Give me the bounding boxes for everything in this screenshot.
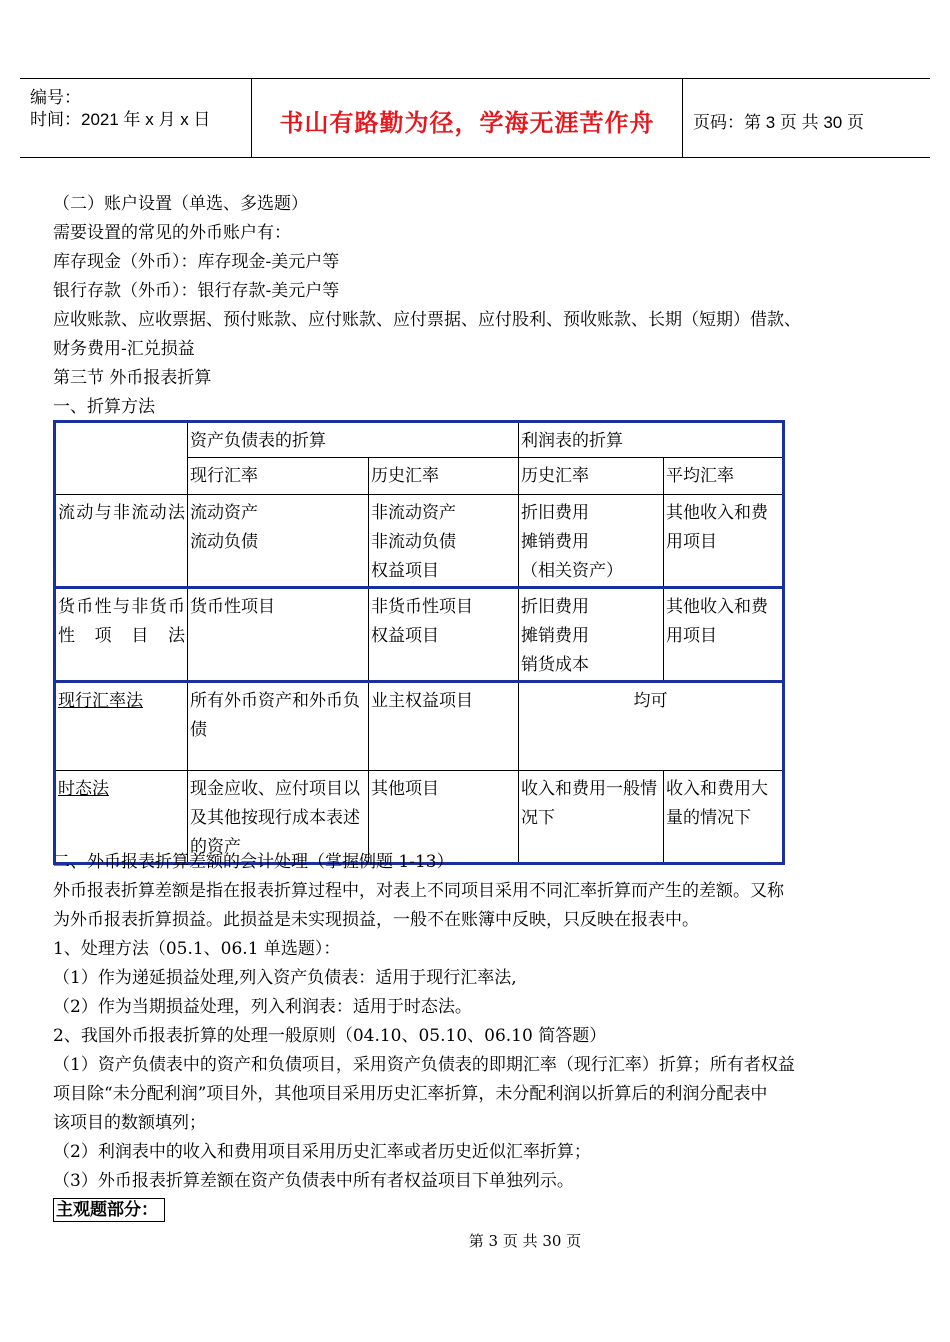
sub-header: 现行汇率 [188, 458, 369, 495]
subjective-label: 主观题部分： [53, 1198, 165, 1222]
table-row [55, 588, 784, 682]
number-label: 编号： [30, 88, 81, 107]
text-line: （1）资产负债表中的资产和负债项目，采用资产负债表的即期汇率（现行汇率）折算；所有者权益 [53, 1055, 795, 1075]
text-line: （2）利润表中的收入和费用项目采用历史汇率或者历史近似汇率折算； [53, 1142, 591, 1162]
text-line: （2）作为当期损益处理，列入利润表：适用于时态法。 [53, 997, 472, 1017]
table-cell: 均可 [519, 682, 784, 771]
text-line: 库存现金（外币）：库存现金-美元户等 [53, 252, 340, 272]
section-heading: 二、外币报表折算差额的会计处理（掌握例题 1-13） [53, 852, 454, 872]
table-row [55, 682, 784, 771]
table-cell: 非货币性项目 权益项目 [369, 588, 519, 682]
subsection-heading: 一、折算方法 [53, 397, 155, 417]
group-header-balance: 资产负债表的折算 [188, 422, 519, 458]
method-name: 时态法 [55, 771, 188, 864]
sub-header: 平均汇率 [664, 458, 784, 495]
text-line: 为外币报表折算损益。此损益是未实现损益，一般不在账簿中反映，只反映在报表中。 [53, 910, 699, 930]
table-row [55, 422, 784, 458]
table-cell: 折旧费用 摊销费用 销货成本 [519, 588, 664, 682]
sub-header: 历史汇率 [369, 458, 519, 495]
table-cell: 其他收入和费用项目 [664, 588, 784, 682]
motto: 书山有路勤为径，学海无涯苦作舟 [279, 108, 655, 137]
text-line: 财务费用-汇兑损益 [53, 339, 195, 359]
text-line: （1）作为递延损益处理,列入资产负债表：适用于现行汇率法, [53, 968, 517, 988]
table-cell: 其他收入和费用项目 [664, 495, 784, 588]
text-line: 外币报表折算差额是指在报表折算过程中，对表上不同项目采用不同汇率折算而产生的差额。又称 [53, 881, 784, 901]
table-cell: 其他项目 [369, 771, 519, 864]
header-motto-cell [252, 79, 683, 157]
text-line: 2、我国外币报表折算的处理一般原则（04.10、05.10、06.10 简答题） [53, 1026, 607, 1046]
text-line: 银行存款（外币）：银行存款-美元户等 [53, 281, 340, 301]
translation-methods-table [53, 420, 785, 865]
page-info: 页码：第 3 页 共 30 页 [693, 113, 864, 132]
table-cell: 货币性项目 [188, 588, 369, 682]
text-line: 1、处理方法（05.1、06.1 单选题）： [53, 939, 341, 959]
table-cell: 收入和费用大量的情况下 [664, 771, 784, 864]
time-label: 时间：2021 年 x 月 x 日 [30, 110, 211, 129]
table-cell: 折旧费用 摊销费用 （相关资产） [519, 495, 664, 588]
table-cell: 现金应收、应付项目以及其他按现行成本表述的资产 [188, 771, 369, 864]
method-name: 流动与非流动法 [55, 495, 188, 588]
table-row [55, 771, 784, 864]
table-row [55, 495, 784, 588]
table-corner [55, 422, 188, 495]
table-cell: 流动资产 流动负债 [188, 495, 369, 588]
chapter-heading: 第三节 外币报表折算 [53, 368, 212, 388]
table-cell: 所有外币资产和外币负债 [188, 682, 369, 771]
text-line: （3）外币报表折算差额在资产负债表中所有者权益项目下单独列示。 [53, 1171, 574, 1191]
subjective-section [53, 1198, 165, 1222]
table-cell: 非流动资产 非流动负债 权益项目 [369, 495, 519, 588]
text-line: 项目除“未分配利润”项目外，其他项目采用历史汇率折算，未分配利润以折算后的利润分配表中 [53, 1084, 768, 1104]
table-cell: 收入和费用一般情况下 [519, 771, 664, 864]
section-heading: （二）账户设置（单选、多选题） [53, 194, 308, 214]
table-cell: 业主权益项目 [369, 682, 519, 771]
page-header [20, 78, 930, 158]
header-meta [20, 79, 252, 157]
text-line: 需要设置的常见的外币账户有： [53, 223, 291, 243]
page-footer: 第 3 页 共 30 页 [468, 1232, 582, 1250]
text-line: 应收账款、应收票据、预付账款、应付账款、应付票据、应付股利、预收账款、长期（短期）借款、 [53, 310, 801, 330]
header-page-cell [683, 79, 930, 157]
text-line: 该项目的数额填列； [53, 1113, 206, 1133]
method-name: 现行汇率法 [55, 682, 188, 771]
method-name: 货币性与非货币性项目法 [55, 588, 188, 682]
group-header-income: 利润表的折算 [519, 422, 784, 458]
sub-header: 历史汇率 [519, 458, 664, 495]
